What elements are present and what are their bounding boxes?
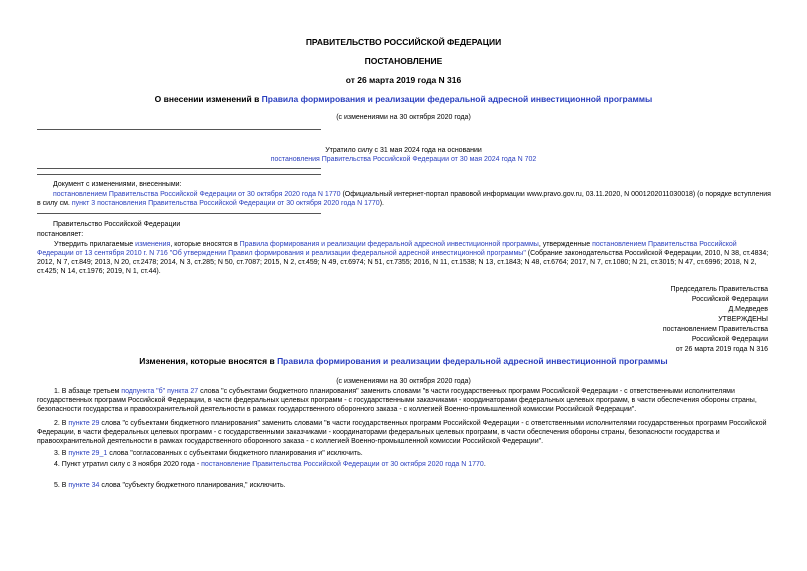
- rules-link[interactable]: Правила формирования и реализации федеральной адресной инвестиционной программы: [239, 241, 539, 248]
- decree-text: , которые вносятся в: [170, 241, 240, 248]
- decree-text: (Собрание законодательства Российской Федерации, 2010, N 38, ст.4834; 2012, N 7, ст.849; 2013, N 20, ст.2478; 2014, N 3, ст.285; N 50, ст.7087; 2015, N 2, ст.459; N 49, ст.6974; N 51, ст.7355; 2016, N 11, ст.1538; N 13, ст.1843; N 48, ст.6764; 2017, N 7, ст.1080; N 21, ст.3015; N 47, ст.6996; 2018, N 2, ст.425; N 14, ст.1976; 2019, N 1, ст.44).: [37, 250, 769, 276]
- rules-link[interactable]: Правила формирования и реализации федеральной адресной инвестиционной программы: [277, 356, 668, 366]
- paragraph-29-1-link[interactable]: пункте 29_1: [68, 450, 108, 457]
- divider: [37, 174, 321, 175]
- approved-date: от 26 марта 2019 года N 316: [675, 346, 768, 353]
- preamble-decrees: постановляет:: [37, 231, 84, 238]
- expiry-link[interactable]: постановления Правительства Российской Федерации от 30 мая 2024 года N 702: [270, 156, 537, 163]
- changes-body: [37, 190, 773, 208]
- changes-intro: Документ с изменениями, внесенными:: [53, 181, 182, 188]
- divider: [37, 129, 321, 130]
- changes-text-end: ).: [379, 200, 384, 208]
- resolution-1770-link[interactable]: постановление Правительства Российской Федерации от 30 октября 2020 года N 1770: [201, 461, 484, 468]
- paragraph-29-link[interactable]: пункте 29: [68, 420, 100, 427]
- annex-item-2: [37, 419, 773, 446]
- decree-paragraph: [37, 240, 773, 276]
- item-text: слова "с субъектами бюджетного планирования" заменить словами "в части государственных программ Российской Федерации - с ответственными исполнителями государственных программ Российской Федерации, в части федеральных целевых программ - с государственными заказчиками - координаторами федеральных целевых программ, в части обеспечения обороны страны, безопасности государства и правоохранительной деятельности в рамках государственного оборонного заказа - с коллегией Военно-промышленной комиссии Российской Федерации".: [37, 388, 757, 414]
- annex-item-4: [37, 460, 773, 469]
- decree-text: Утвердить прилагаемые: [54, 241, 136, 248]
- divider: [37, 168, 321, 169]
- annex-item-1: [37, 387, 773, 414]
- decree-text: , утвержденные: [538, 241, 593, 248]
- expiry-note: Утратило силу с 31 мая 2024 года на основании: [325, 147, 482, 154]
- item-text: 3. В: [54, 450, 69, 457]
- changes-text: (Официальный интернет-портал правовой информации www.pravo.gov.ru, 03.11.2020, N 0001202011030018) (о порядке вступления в силу см.: [37, 191, 771, 208]
- annex-item-5: [37, 481, 773, 490]
- approved-country: Российской Федерации: [691, 336, 768, 343]
- preamble-government: Правительство Российской Федерации: [53, 221, 181, 228]
- item-text: 5. В: [54, 482, 69, 489]
- government-title: ПРАВИТЕЛЬСТВО РОССИЙСКОЙ ФЕДЕРАЦИИ: [305, 37, 502, 47]
- annex-title: [0, 356, 807, 367]
- paragraph-34-link[interactable]: пункте 34: [68, 482, 100, 489]
- item-text: 4. Пункт утратил силу с 3 ноября 2020 года -: [54, 461, 202, 468]
- item-text: 1. В абзаце третьем: [54, 388, 122, 395]
- item-text: .: [483, 461, 486, 468]
- signature-country: Российской Федерации: [691, 296, 768, 303]
- doc-title: [0, 94, 807, 105]
- rules-link[interactable]: Правила формирования и реализации федеральной адресной инвестиционной программы: [261, 94, 653, 104]
- signature-position: Председатель Правительства: [670, 286, 768, 293]
- annex-changes-note: (с изменениями на 30 октября 2020 года): [336, 378, 471, 385]
- doc-date-number: от 26 марта 2019 года N 316: [345, 75, 462, 85]
- changes-link[interactable]: изменения: [135, 241, 171, 248]
- subparagraph-27b-link[interactable]: подпункта "б" пункта 27: [121, 388, 199, 395]
- annex-title-prefix: Изменения, которые вносятся в: [139, 356, 278, 366]
- divider: [37, 213, 321, 214]
- entry-into-force-link[interactable]: пункт 3 постановления Правительства Российской Федерации от 30 октября 2020 года N 1770: [71, 200, 380, 208]
- changes-note: (с изменениями на 30 октября 2020 года): [336, 114, 471, 121]
- approved-label: УТВЕРЖДЕНЫ: [718, 316, 768, 323]
- item-text: слова "согласованных с субъектами бюджетного планирования и" исключить.: [107, 450, 363, 457]
- item-text: слова "с субъектами бюджетного планирования" заменить словами "в части государственных программ Российской Федерации - с ответственными исполнителями государственных программ Российской Федерации, в части федеральных целевых программ - с государственными заказчиками - координаторами федеральных целевых программ, в части обеспечения обороны страны, безопасности государства и правоохранительной деятельности в рамках государственного оборонного заказа - с коллегией Военно-промышленной комиссии Российской Федерации".: [37, 420, 767, 446]
- doc-title-prefix: О внесении изменений в: [154, 94, 262, 104]
- signature-name: Д.Медведев: [728, 306, 768, 313]
- annex-item-3: [37, 449, 773, 458]
- approved-by: постановлением Правительства: [662, 326, 768, 333]
- doc-type: ПОСТАНОВЛЕНИЕ: [364, 56, 443, 66]
- item-text: слова "субъекту бюджетного планирования," исключить.: [99, 482, 286, 489]
- resolution-716-link[interactable]: постановлением Правительства Российской Федерации от 13 сентября 2010 г. N 716 "Об утверждении Правил формирования и реализации федеральной адресной инвестиционной программы": [37, 241, 737, 258]
- item-text: 2. В: [54, 420, 69, 427]
- amendment-link[interactable]: постановлением Правительства Российской Федерации от 30 октября 2020 года N 1770: [53, 191, 341, 198]
